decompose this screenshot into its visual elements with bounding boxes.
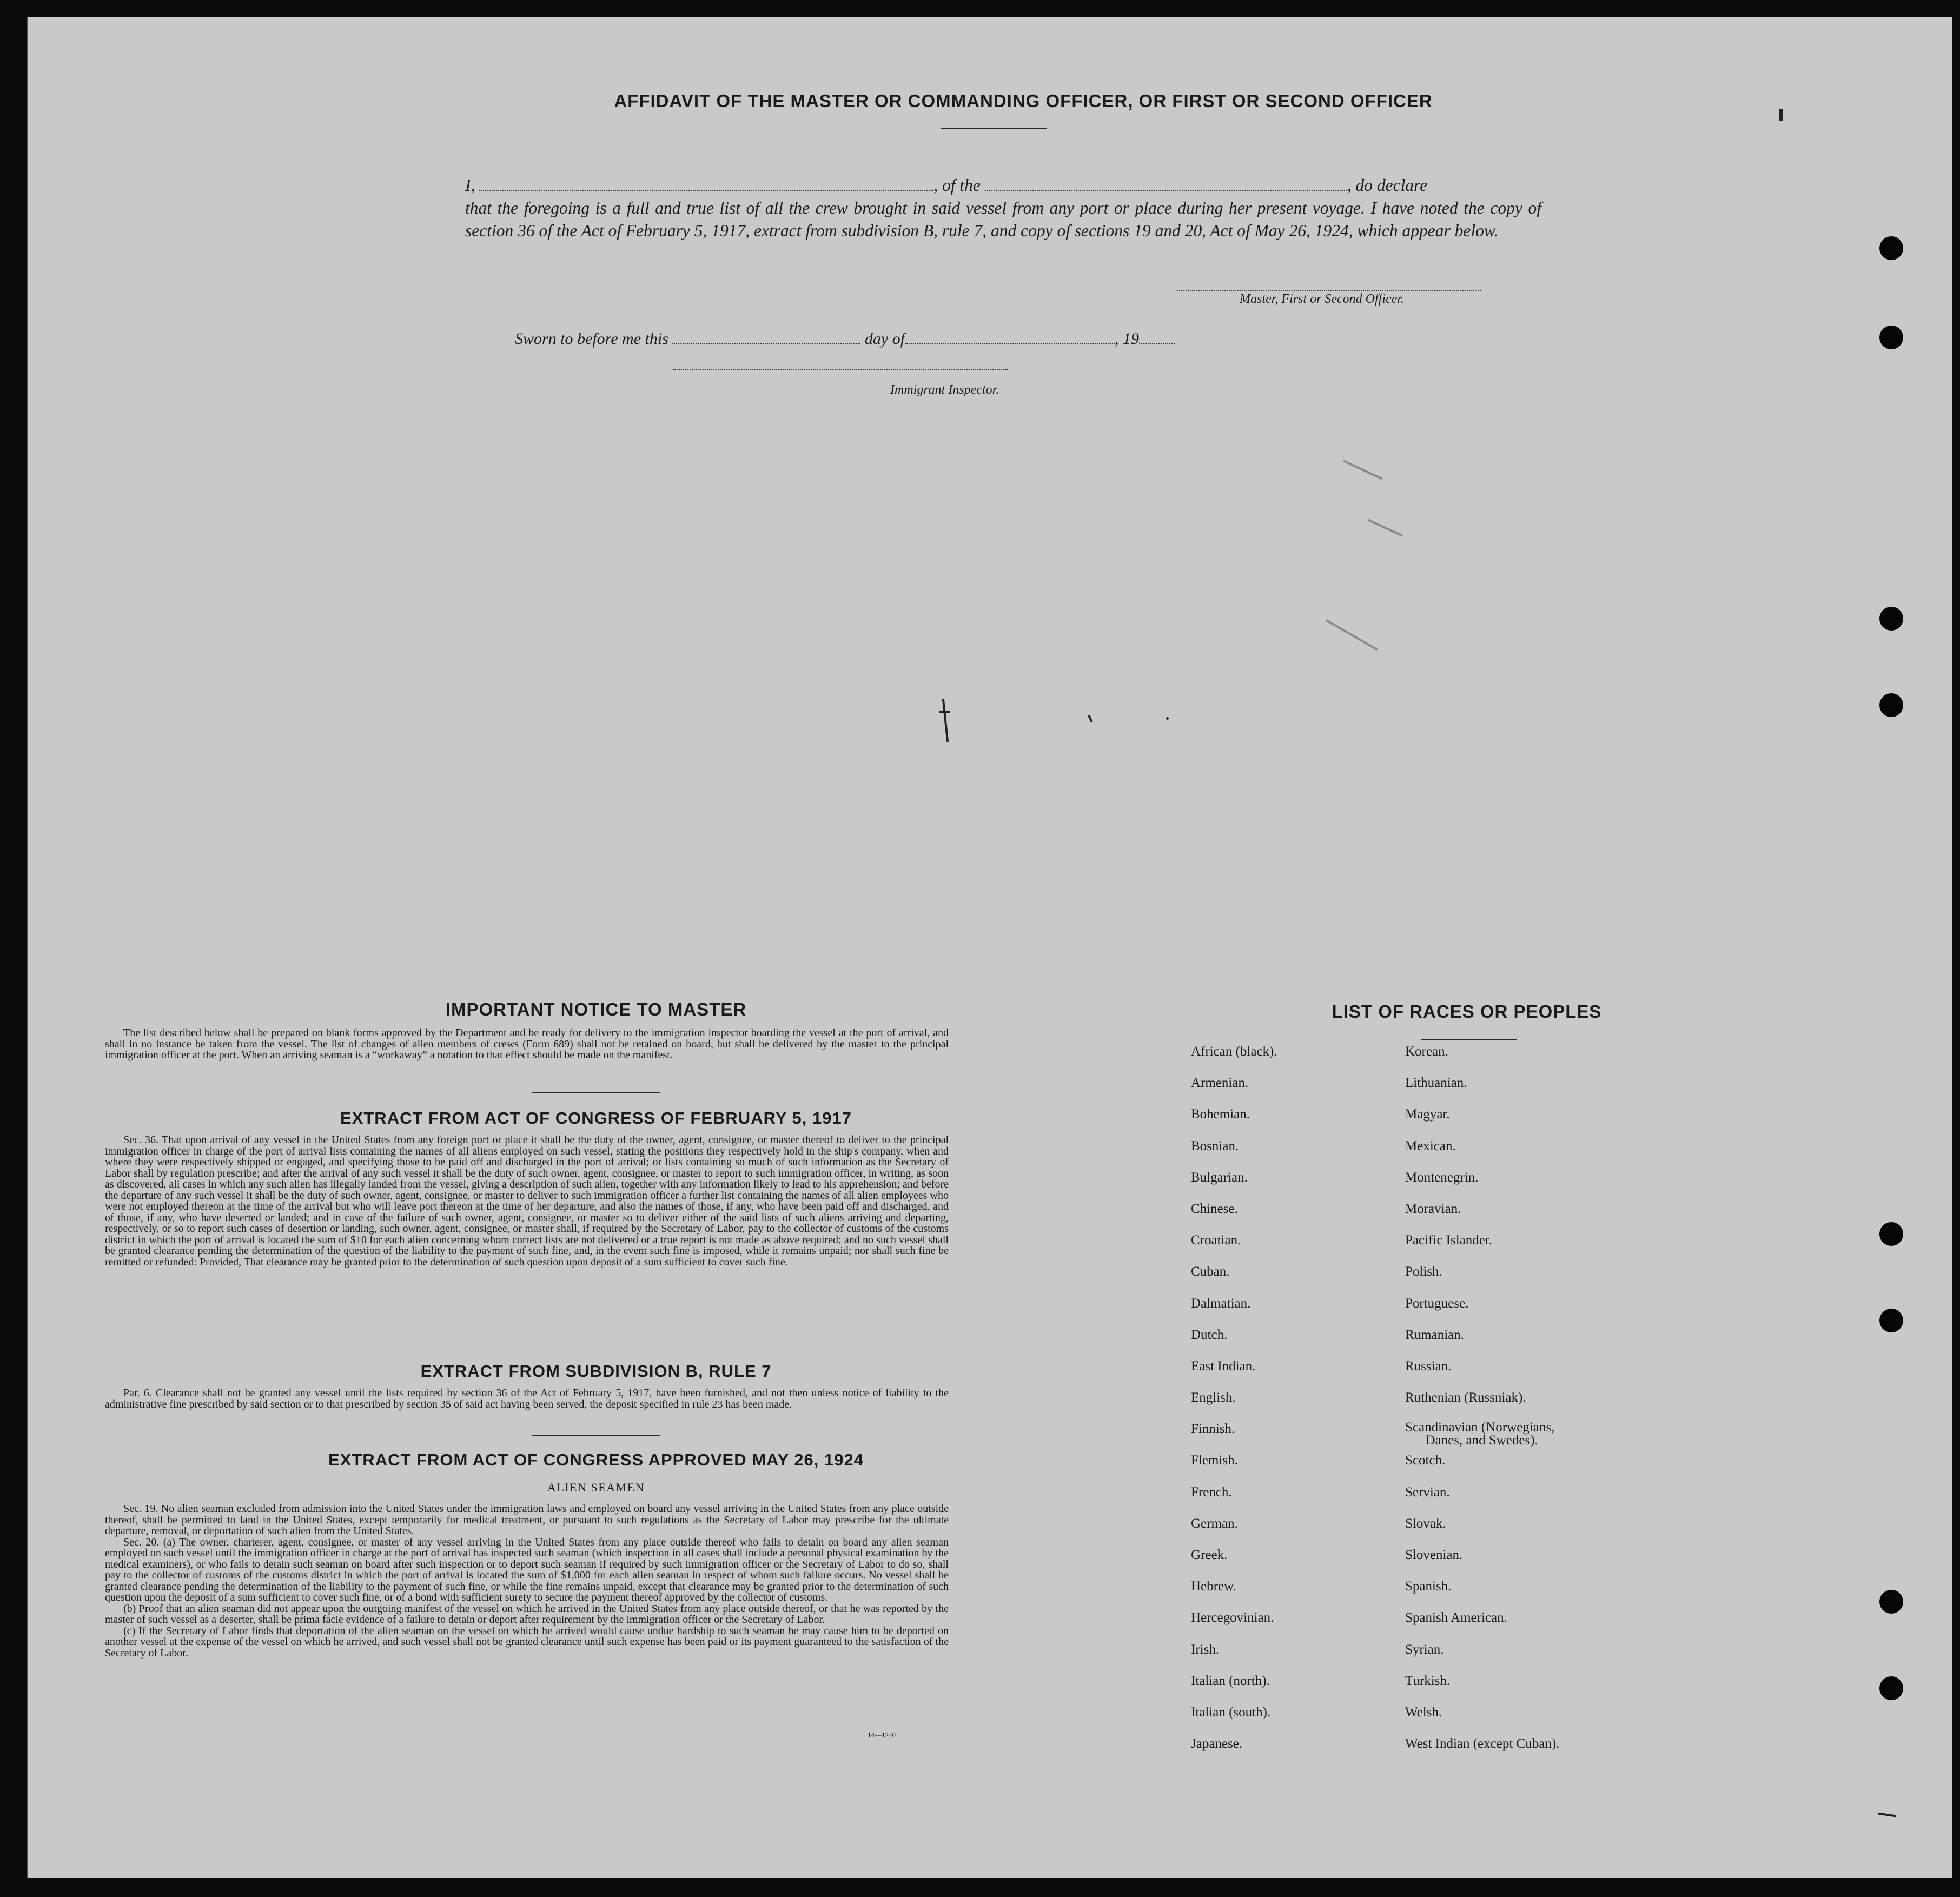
affidavit-title: AFFIDAVIT OF THE MASTER OR COMMANDING OFFICER, OR FIRST OR SECOND OFFICER	[614, 91, 1433, 111]
sworn-prefix: Sworn to before me this	[515, 330, 668, 348]
race-item: Ruthenian (Russniak).	[1405, 1390, 1526, 1405]
scan-mark	[942, 699, 949, 742]
race-item: Dutch.	[1191, 1327, 1228, 1342]
race-item: African (black).	[1191, 1044, 1277, 1059]
race-item: Croatian.	[1191, 1233, 1241, 1248]
binder-hole	[1879, 607, 1903, 631]
vessel-field[interactable]	[985, 184, 1347, 191]
races-title: LIST OF RACES OR PEOPLES	[1332, 1001, 1602, 1022]
scan-mark	[1779, 109, 1783, 121]
race-item: French.	[1191, 1484, 1232, 1500]
scan-smudge	[1367, 519, 1402, 536]
race-item: Italian (north).	[1191, 1673, 1270, 1688]
race-item: English.	[1191, 1390, 1236, 1405]
signature-line[interactable]	[1177, 290, 1481, 291]
binder-hole	[1879, 326, 1903, 349]
race-item: Bohemian.	[1191, 1107, 1250, 1122]
extract-1917-text	[105, 1135, 949, 1268]
section-19-paragraph: Sec. 19. No alien seaman excluded from admission into the United States under the immigration laws and employed on board any vessel arriving in the United States from any place outside thereof, shall be permitted to land in the United States, except temporarily for medical treatment, or pursuant to such regulations as the Secretary of Labor may prescribe for the ultimate departure, removal, or deportation of such alien from the United States.	[105, 1503, 949, 1537]
extract-rule7-title: EXTRACT FROM SUBDIVISION B, RULE 7	[420, 1362, 772, 1381]
signature-label: Master, First or Second Officer.	[1240, 292, 1404, 306]
sworn-year-label: , 19	[1115, 330, 1140, 348]
race-item: Hercegovinian.	[1191, 1610, 1274, 1626]
race-item: Chinese.	[1191, 1201, 1238, 1216]
binder-hole	[1879, 236, 1903, 260]
race-item: Montenegrin.	[1405, 1170, 1479, 1185]
inspector-label: Immigrant Inspector.	[890, 383, 999, 397]
scan-smudge	[1325, 619, 1378, 651]
race-item: Bosnian.	[1191, 1138, 1239, 1153]
race-item: Slovenian.	[1405, 1548, 1463, 1562]
race-item: Moravian.	[1405, 1201, 1461, 1216]
race-item: Japanese.	[1191, 1736, 1243, 1752]
alien-seamen-subtitle: ALIEN SEAMEN	[547, 1481, 645, 1494]
race-item: Welsh.	[1405, 1704, 1442, 1720]
affidavit-declaration	[465, 174, 1541, 242]
race-item: German.	[1191, 1516, 1238, 1531]
scan-smudge	[1343, 460, 1383, 480]
race-item: Slovak.	[1405, 1516, 1446, 1531]
sworn-month-field[interactable]	[905, 337, 1115, 344]
race-item: East Indian.	[1191, 1358, 1256, 1374]
declaration-body: that the foregoing is a full and true list of all the crew brought in said vessel from any port or place during her present voyage. I have noted the copy of section 36 of the Act of February 5, 1917, extract from subdivision B, rule 7, and copy of sections 19 and 20, Act of May 26, 1924, which appear below.	[465, 198, 1541, 240]
race-item: Irish.	[1191, 1642, 1220, 1657]
name-field[interactable]	[479, 184, 933, 191]
declaration-i: I,	[465, 176, 475, 195]
sworn-year-field[interactable]	[1139, 337, 1175, 344]
binder-hole	[1879, 1309, 1903, 1332]
divider	[1421, 1039, 1517, 1040]
race-item: Syrian.	[1405, 1642, 1444, 1657]
race-item: West Indian (except Cuban).	[1405, 1736, 1560, 1752]
sworn-line	[515, 330, 1380, 348]
section-36-paragraph: Sec. 36. That upon arrival of any vessel in the United States from any foreign port or place it shall be the duty of the owner, agent, consignee, or master thereof to deliver to the principal immigration officer in charge of the port of arrival lists containing the names of all aliens employed on such vessel, stating the positions they respectively hold in the ship's company, when and where they were respectively shipped or engaged, and specifying those to be paid off and discharged in the port of arrival; or lists containing so much of such information as the Secretary of Labor shall by regulation prescribe; and after the arrival of any such vessel it shall be the duty of such owner, agent, consignee, or master to report to such immigration officer, in writing, as soon as discovered, all cases in which any such alien has illegally landed from the vessel, giving a description of such alien, together with any information likely to lead to his apprehension; and before the departure of any such vessel it shall be the duty of such owner, agent, consignee, or master to deliver to such immigration officer a further list containing the names of all alien employees who were not employed thereon at the time of the arrival but who will leave port thereon at the time of her departure, and also the names of those, if any, who have been paid off and discharged, and of those, if any, who have deserted or landed; and in case of the failure of such owner, agent, consignee, or master so to deliver either of the said lists of such aliens arriving and departing, respectively, or so to report such cases of desertion or landing, such owner, agent, consignee, or master shall, if required by the Secretary of Labor, pay to the collector of customs of the customs district in which the port of arrival is located the sum of $10 for each alien concerning whom correct lists are not delivered or a true report is not made as above required; and no such vessel shall be granted clearance pending the determination of the question of the liability to the payment of such fine, and, in the event such fine is imposed, while it remains unpaid; nor shall such fine be remitted or refunded: Provided, That clearance may be granted prior to the determination of such question upon deposit of a sum sufficient to cover such fine.	[105, 1134, 949, 1268]
extract-1924-title: EXTRACT FROM ACT OF CONGRESS APPROVED MAY 26, 1924	[328, 1450, 864, 1469]
section-20a-paragraph: Sec. 20. (a) The owner, charterer, agent, consignee, or master of any vessel arriving in the United States from any place outside thereof who fails to detain on board any alien seaman employed on such vessel until the immigration officer in charge at the port of arrival has inspected such seaman (which inspection in all cases shall include a personal physical examination by the medical examiners), or who fails to detain such seaman on board after such inspection or to deport such seaman if required by such immigration officer or the Secretary of Labor to do so, shall pay to the collector of customs of the customs district in which the port of arrival is located the sum of $1,000 for each alien seaman in respect of whom such failure occurs. No vessel shall be granted clearance pending the determination of the liability to the payment of such fine, or while the fine remains unpaid, except that clearance may be granted prior to the determination of such question upon the deposit of a sum sufficient to cover such fine, or of a bond with sufficient surety to secure the payment thereof approved by the collector of customs.	[105, 1536, 949, 1603]
races-right-column	[1405, 1044, 1686, 1767]
notice-title: IMPORTANT NOTICE TO MASTER	[445, 999, 747, 1019]
par-6-paragraph: Par. 6. Clearance shall not be granted any vessel until the lists required by section 36 of the Act of February 5, 1917, have been furnished, and not then unless notice of liability to the administrative fine prescribed by said section or to that prescribed by section 35 of said act having been served, the deposit specified in rule 23 has been made.	[105, 1387, 949, 1410]
race-item: Spanish American.	[1405, 1610, 1507, 1626]
extract-1924-text	[105, 1503, 949, 1659]
extract-rule7-text	[105, 1388, 949, 1410]
race-item: Finnish.	[1191, 1422, 1235, 1437]
binder-hole	[1879, 1590, 1903, 1614]
race-item: Portuguese.	[1405, 1296, 1469, 1311]
binder-hole	[1879, 693, 1903, 717]
race-item: Lithuanian.	[1405, 1076, 1467, 1091]
race-item: Polish.	[1405, 1264, 1442, 1279]
scan-mark	[1878, 1813, 1896, 1818]
race-item: Scotch.	[1405, 1453, 1446, 1468]
race-item: Flemish.	[1191, 1453, 1238, 1468]
section-20b-paragraph: (b) Proof that an alien seaman did not appear upon the outgoing manifest of the vessel on which he arrived in the United States from any place outside thereof, or that he was reported by the master of such vessel as a deserter, shall be prima facie evidence of a failure to detain or deport after requirement by the immigration officer or the Secretary of Labor.	[105, 1602, 949, 1626]
race-item: Armenian.	[1191, 1076, 1249, 1091]
race-item: Dalmatian.	[1191, 1296, 1251, 1311]
section-20c-paragraph: (c) If the Secretary of Labor finds that deportation of the alien seaman on the vessel on which he arrived would cause undue hardship to such seaman he may cause him to be deported on another vessel at the expense of the vessel on which he arrived, and such vessel shall not be granted clearance until such expense has been paid or its payment guaranteed to the satisfaction of the Secretary of Labor.	[105, 1624, 949, 1659]
scan-mark	[1166, 717, 1169, 720]
form-number: 14—1240	[868, 1731, 896, 1739]
race-item: Italian (south).	[1191, 1704, 1271, 1720]
divider	[941, 128, 1047, 129]
race-item: Rumanian.	[1405, 1327, 1465, 1342]
race-item: Hebrew.	[1191, 1579, 1236, 1594]
divider	[532, 1092, 660, 1093]
extract-1917-title: EXTRACT FROM ACT OF CONGRESS OF FEBRUARY 5, 1917	[340, 1109, 852, 1127]
race-item: Cuban.	[1191, 1264, 1230, 1279]
races-left-column	[1191, 1044, 1386, 1767]
notice-text	[105, 1027, 949, 1061]
binder-hole	[1879, 1222, 1903, 1246]
declaration-line	[465, 174, 1541, 197]
race-item: Russian.	[1405, 1358, 1452, 1374]
divider	[532, 1435, 660, 1436]
sworn-day-label: day of	[864, 330, 905, 348]
scan-mark	[939, 711, 950, 713]
inspector-line[interactable]	[673, 369, 1008, 370]
race-item: Greek.	[1191, 1548, 1228, 1562]
race-item: Mexican.	[1405, 1138, 1456, 1153]
binder-hole	[1879, 1676, 1903, 1700]
form-page	[27, 17, 1952, 1878]
race-item: Pacific Islander.	[1405, 1233, 1493, 1248]
race-item: Bulgarian.	[1191, 1170, 1248, 1185]
race-item: Scandinavian (Norwegians, Danes, and Swedes).	[1405, 1420, 1555, 1448]
race-item: Magyar.	[1405, 1107, 1450, 1122]
race-item: Spanish.	[1405, 1579, 1452, 1594]
declaration-do-declare: , do declare	[1347, 176, 1428, 195]
race-item: Turkish.	[1405, 1673, 1451, 1688]
notice-paragraph: The list described below shall be prepared on blank forms approved by the Department and be ready for delivery to the immigration inspector boarding the vessel at the port of arrival, and shall in no instance be taken from the vessel. The list of changes of alien members of crews (Form 689) shall not be retained on board, but shall be delivered by the master to the principal immigration officer at the port. When an arriving seaman is a “workaway” a notation to that effect should be made on the manifest.	[105, 1027, 949, 1061]
race-item: Servian.	[1405, 1484, 1450, 1500]
sworn-day-field[interactable]	[672, 337, 860, 344]
declaration-of-the: , of the	[933, 176, 981, 195]
scan-mark	[1088, 715, 1093, 722]
race-item: Korean.	[1405, 1044, 1448, 1059]
